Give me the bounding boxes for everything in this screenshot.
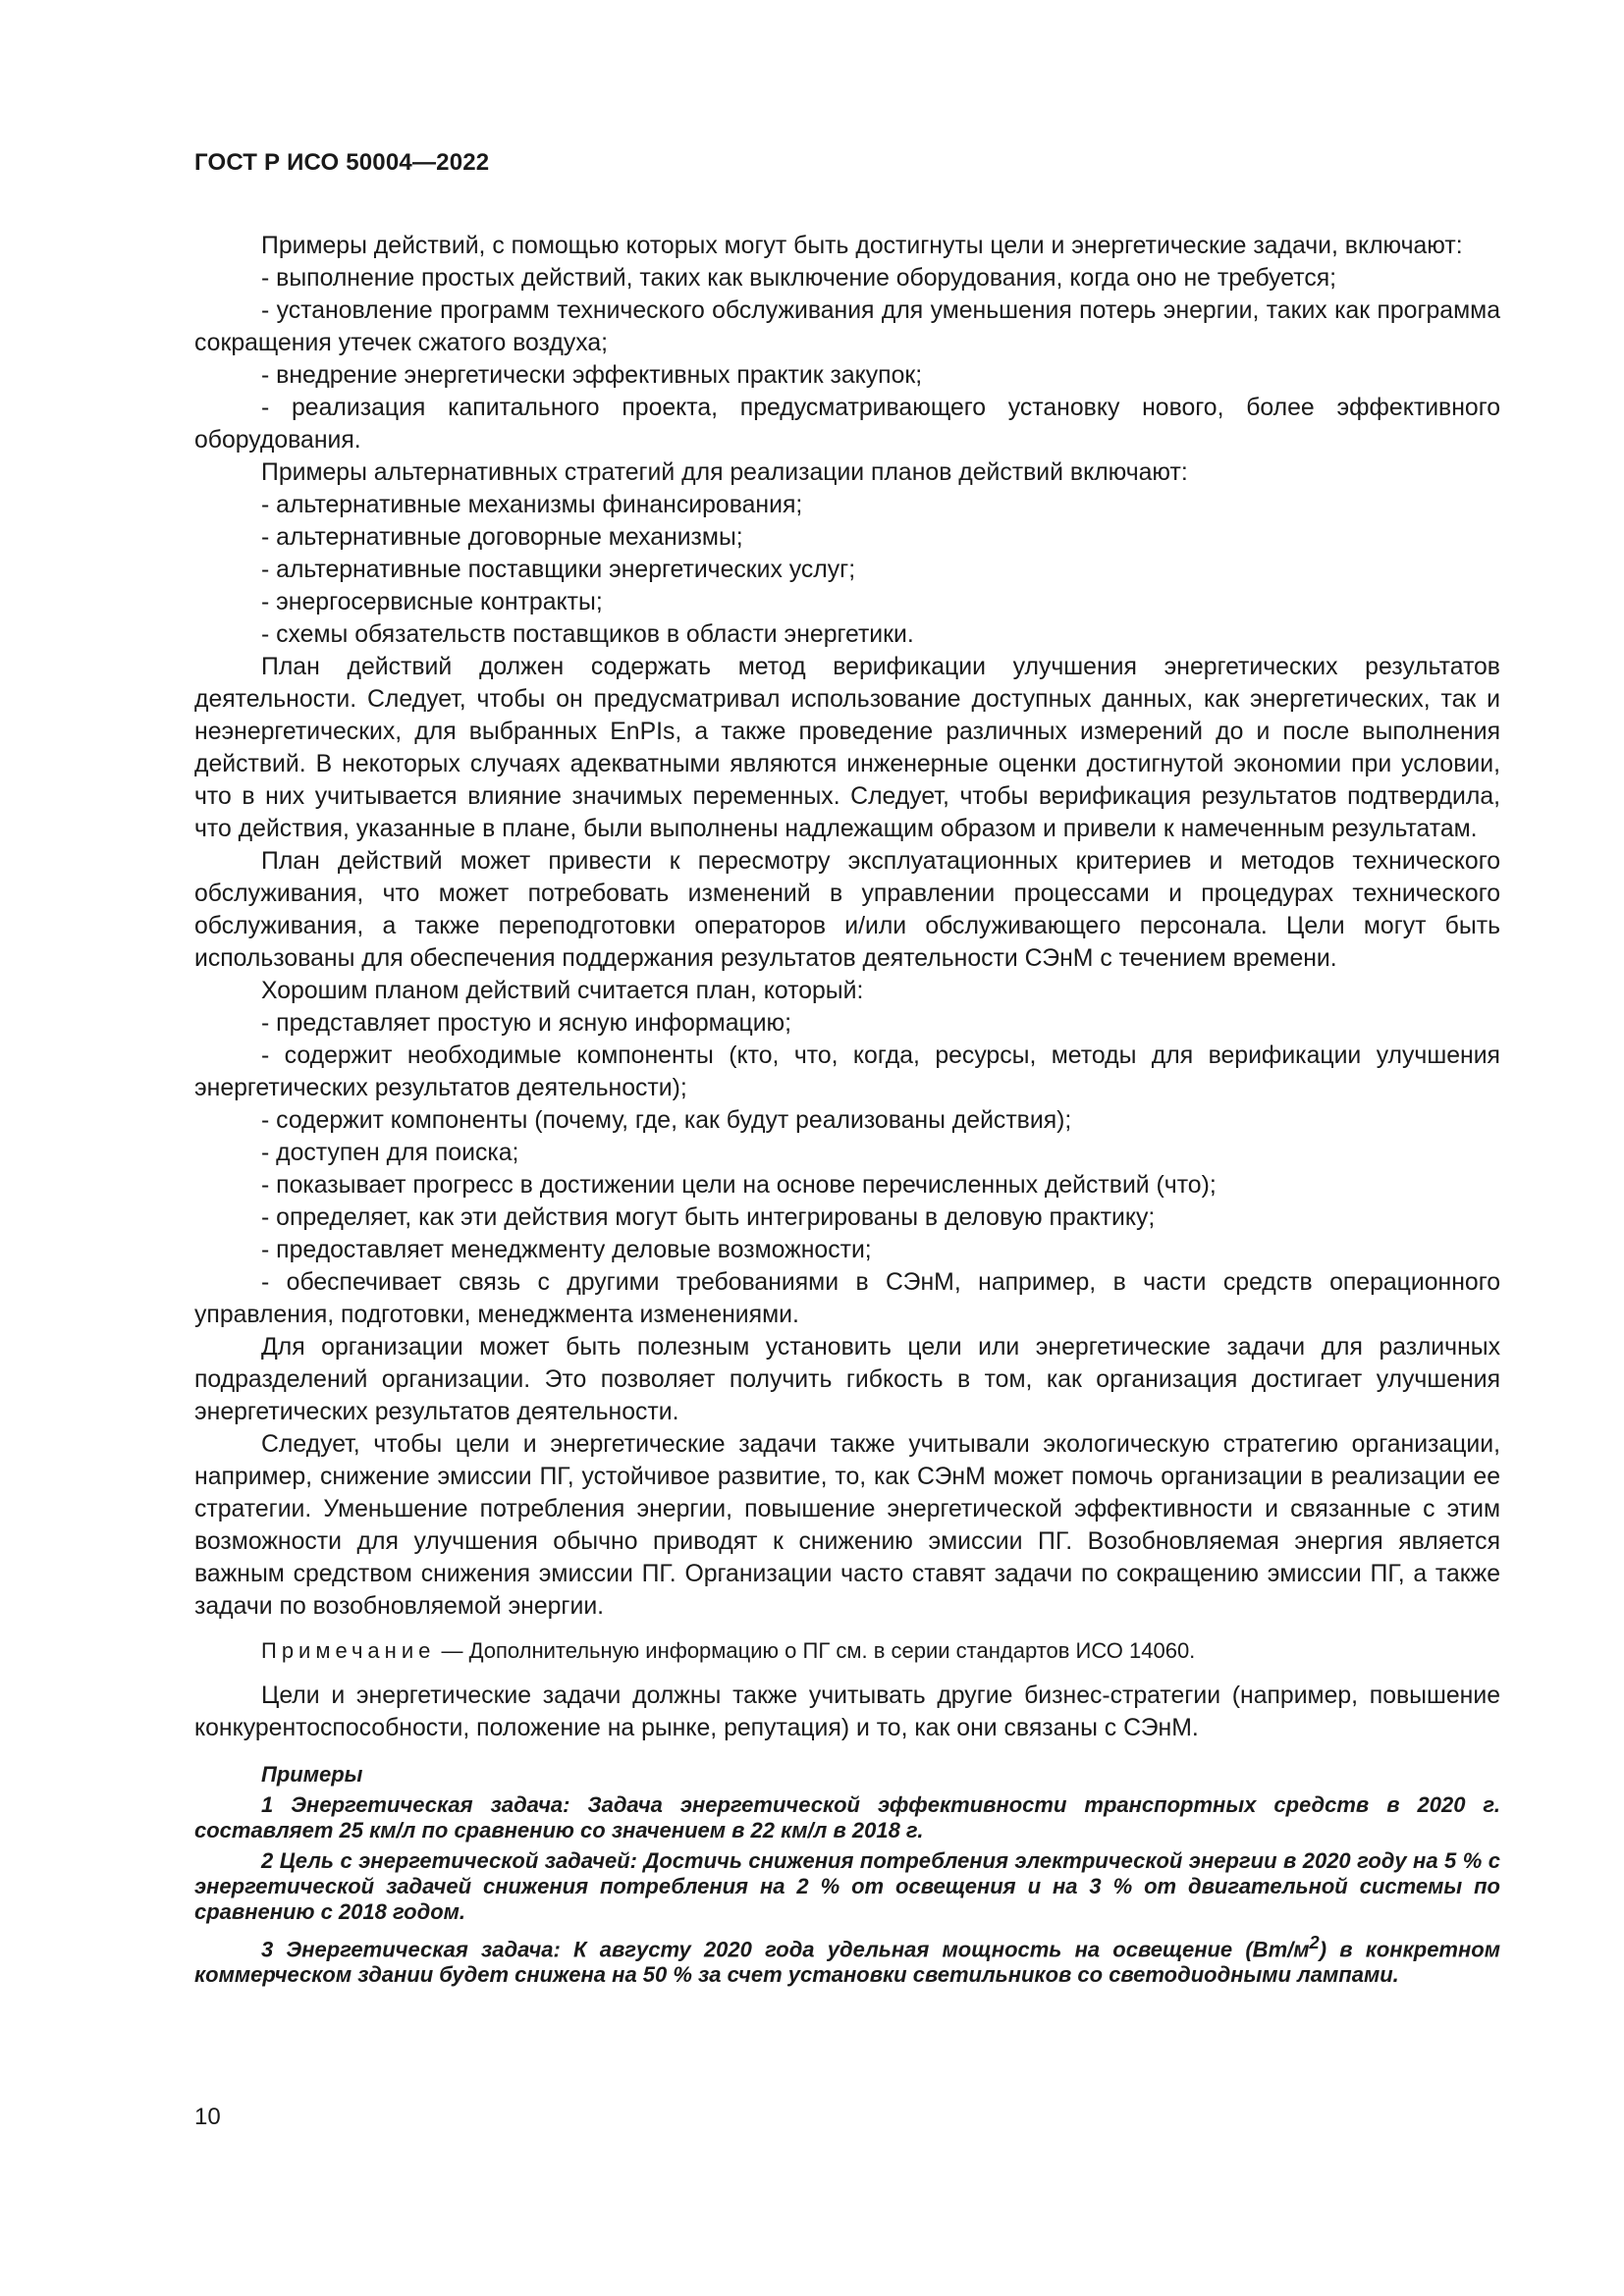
- note-label: Примечание: [261, 1638, 436, 1663]
- paragraph: План действий может привести к пересмотру эксплуатационных критериев и методов технического обслуживания, что может потребовать изменений в управлении процессами и процедурах технического обслуживания, а также переподготовки операторов и/или обслуживающего персонала. Цели могут быть использованы для обеспечения поддержания результатов деятельности СЭнМ с течением времени.: [194, 848, 1500, 972]
- list-item: - альтернативные поставщики энергетических услуг;: [261, 557, 856, 583]
- list-item: - альтернативные механизмы финансирования;: [261, 492, 803, 518]
- paragraph: Цели и энергетические задачи должны также учитывать другие бизнес-стратегии (например, повышение конкурентоспособности, положение на рынке, репутация) и то, как они связаны с СЭнМ.: [194, 1682, 1500, 1741]
- list-item: - установление программ технического обслуживания для уменьшения потерь энергии, таких как программа сокращения утечек сжатого воздуха;: [194, 297, 1500, 356]
- page-number: 10: [194, 2104, 221, 2130]
- examples-block: [194, 1762, 1500, 1988]
- note: [194, 1636, 1500, 1666]
- list-item: - содержит необходимые компоненты (кто, что, когда, ресурсы, методы для верификации улучшения энергетических результатов деятельности);: [194, 1042, 1500, 1101]
- list-item: - определяет, как эти действия могут быть интегрированы в деловую практику;: [261, 1204, 1156, 1231]
- note-text: — Дополнительную информацию о ПГ см. в серии стандартов ИСО 14060.: [435, 1638, 1196, 1663]
- list-item: - показывает прогресс в достижении цели на основе перечисленных действий (что);: [261, 1172, 1217, 1199]
- list-item: - обеспечивает связь с другими требованиями в СЭнМ, например, в части средств операционного управления, подготовки, менеджмента изменениями.: [194, 1269, 1500, 1328]
- document-body: [194, 230, 1500, 1993]
- list-item: - предоставляет менеджменту деловые возможности;: [261, 1237, 872, 1263]
- list-item: - альтернативные договорные механизмы;: [261, 524, 743, 551]
- list-item: - выполнение простых действий, таких как выключение оборудования, когда оно не требуется;: [261, 265, 1337, 292]
- list-item: - энергосервисные контракты;: [261, 589, 603, 615]
- list-item: - содержит компоненты (почему, где, как будут реализованы действия);: [261, 1107, 1072, 1134]
- example-text: ) в конкретном коммерческом здании будет снижена на 50 % за счет установки светильников со светодиодными лампами.: [194, 1937, 1500, 1988]
- example-item: 1 Энергетическая задача: Задача энергетической эффективности транспортных средств в 2020 г. составляет 25 км/л по сравнению со значением в 22 км/л в 2018 г.: [194, 1792, 1500, 1842]
- list-item: - схемы обязательств поставщиков в области энергетики.: [261, 621, 914, 648]
- example-item: [194, 1930, 1500, 1988]
- paragraph: Примеры действий, с помощью которых могут быть достигнуты цели и энергетические задачи, включают:: [261, 233, 1463, 259]
- list-item: - внедрение энергетически эффективных практик закупок;: [261, 362, 923, 389]
- document-header: ГОСТ Р ИСО 50004—2022: [194, 149, 490, 176]
- list-item: - доступен для поиска;: [261, 1140, 519, 1166]
- examples-title: Примеры: [261, 1762, 363, 1787]
- paragraph: Примеры альтернативных стратегий для реализации планов действий включают:: [261, 459, 1188, 486]
- example-text: 3 Энергетическая задача: К августу 2020 года удельная мощность на освещение (Вт/м: [261, 1937, 1310, 1962]
- list-item: - представляет простую и ясную информацию;: [261, 1010, 792, 1037]
- list-item: - реализация капитального проекта, предусматривающего установку нового, более эффективного оборудования.: [194, 395, 1500, 454]
- paragraph: План действий должен содержать метод верификации улучшения энергетических результатов деятельности. Следует, чтобы он предусматривал использование доступных данных, как энергетических, так и неэнергетических, для выбранных EnPIs, а также проведение различных измерений до и после выполнения действий. В некоторых случаях адекватными являются инженерные оценки достигнутой экономии при условии, что в них учитывается влияние значимых переменных. Следует, чтобы верификация результатов подтвердила, что действия, указанные в плане, были выполнены надлежащим образом и привели к намеченным результатам.: [194, 654, 1500, 842]
- superscript: 2: [1309, 1932, 1320, 1952]
- paragraph: Хорошим планом действий считается план, который:: [261, 978, 864, 1004]
- paragraph: Для организации может быть полезным установить цели или энергетические задачи для различных подразделений организации. Это позволяет получить гибкость в том, как организация достигает улучшения энергетических результатов деятельности.: [194, 1334, 1500, 1425]
- example-item: 2 Цель с энергетической задачей: Достичь снижения потребления электрической энергии в 2020 году на 5 % с энергетической задачей снижения потребления на 2 % от освещения и на 3 % от двигательной системы по сравнению с 2018 годом.: [194, 1848, 1500, 1924]
- paragraph: Следует, чтобы цели и энергетические задачи также учитывали экологическую стратегию организации, например, снижение эмиссии ПГ, устойчивое развитие, то, как СЭнМ может помочь организации в реализации ее стратегии. Уменьшение потребления энергии, повышение энергетической эффективности и связанные с этим возможности для улучшения обычно приводят к снижению эмиссии ПГ. Возобновляемая энергия является важным средством снижения эмиссии ПГ. Организации часто ставят задачи по сокращению эмиссии ПГ, а также задачи по возобновляемой энергии.: [194, 1431, 1500, 1620]
